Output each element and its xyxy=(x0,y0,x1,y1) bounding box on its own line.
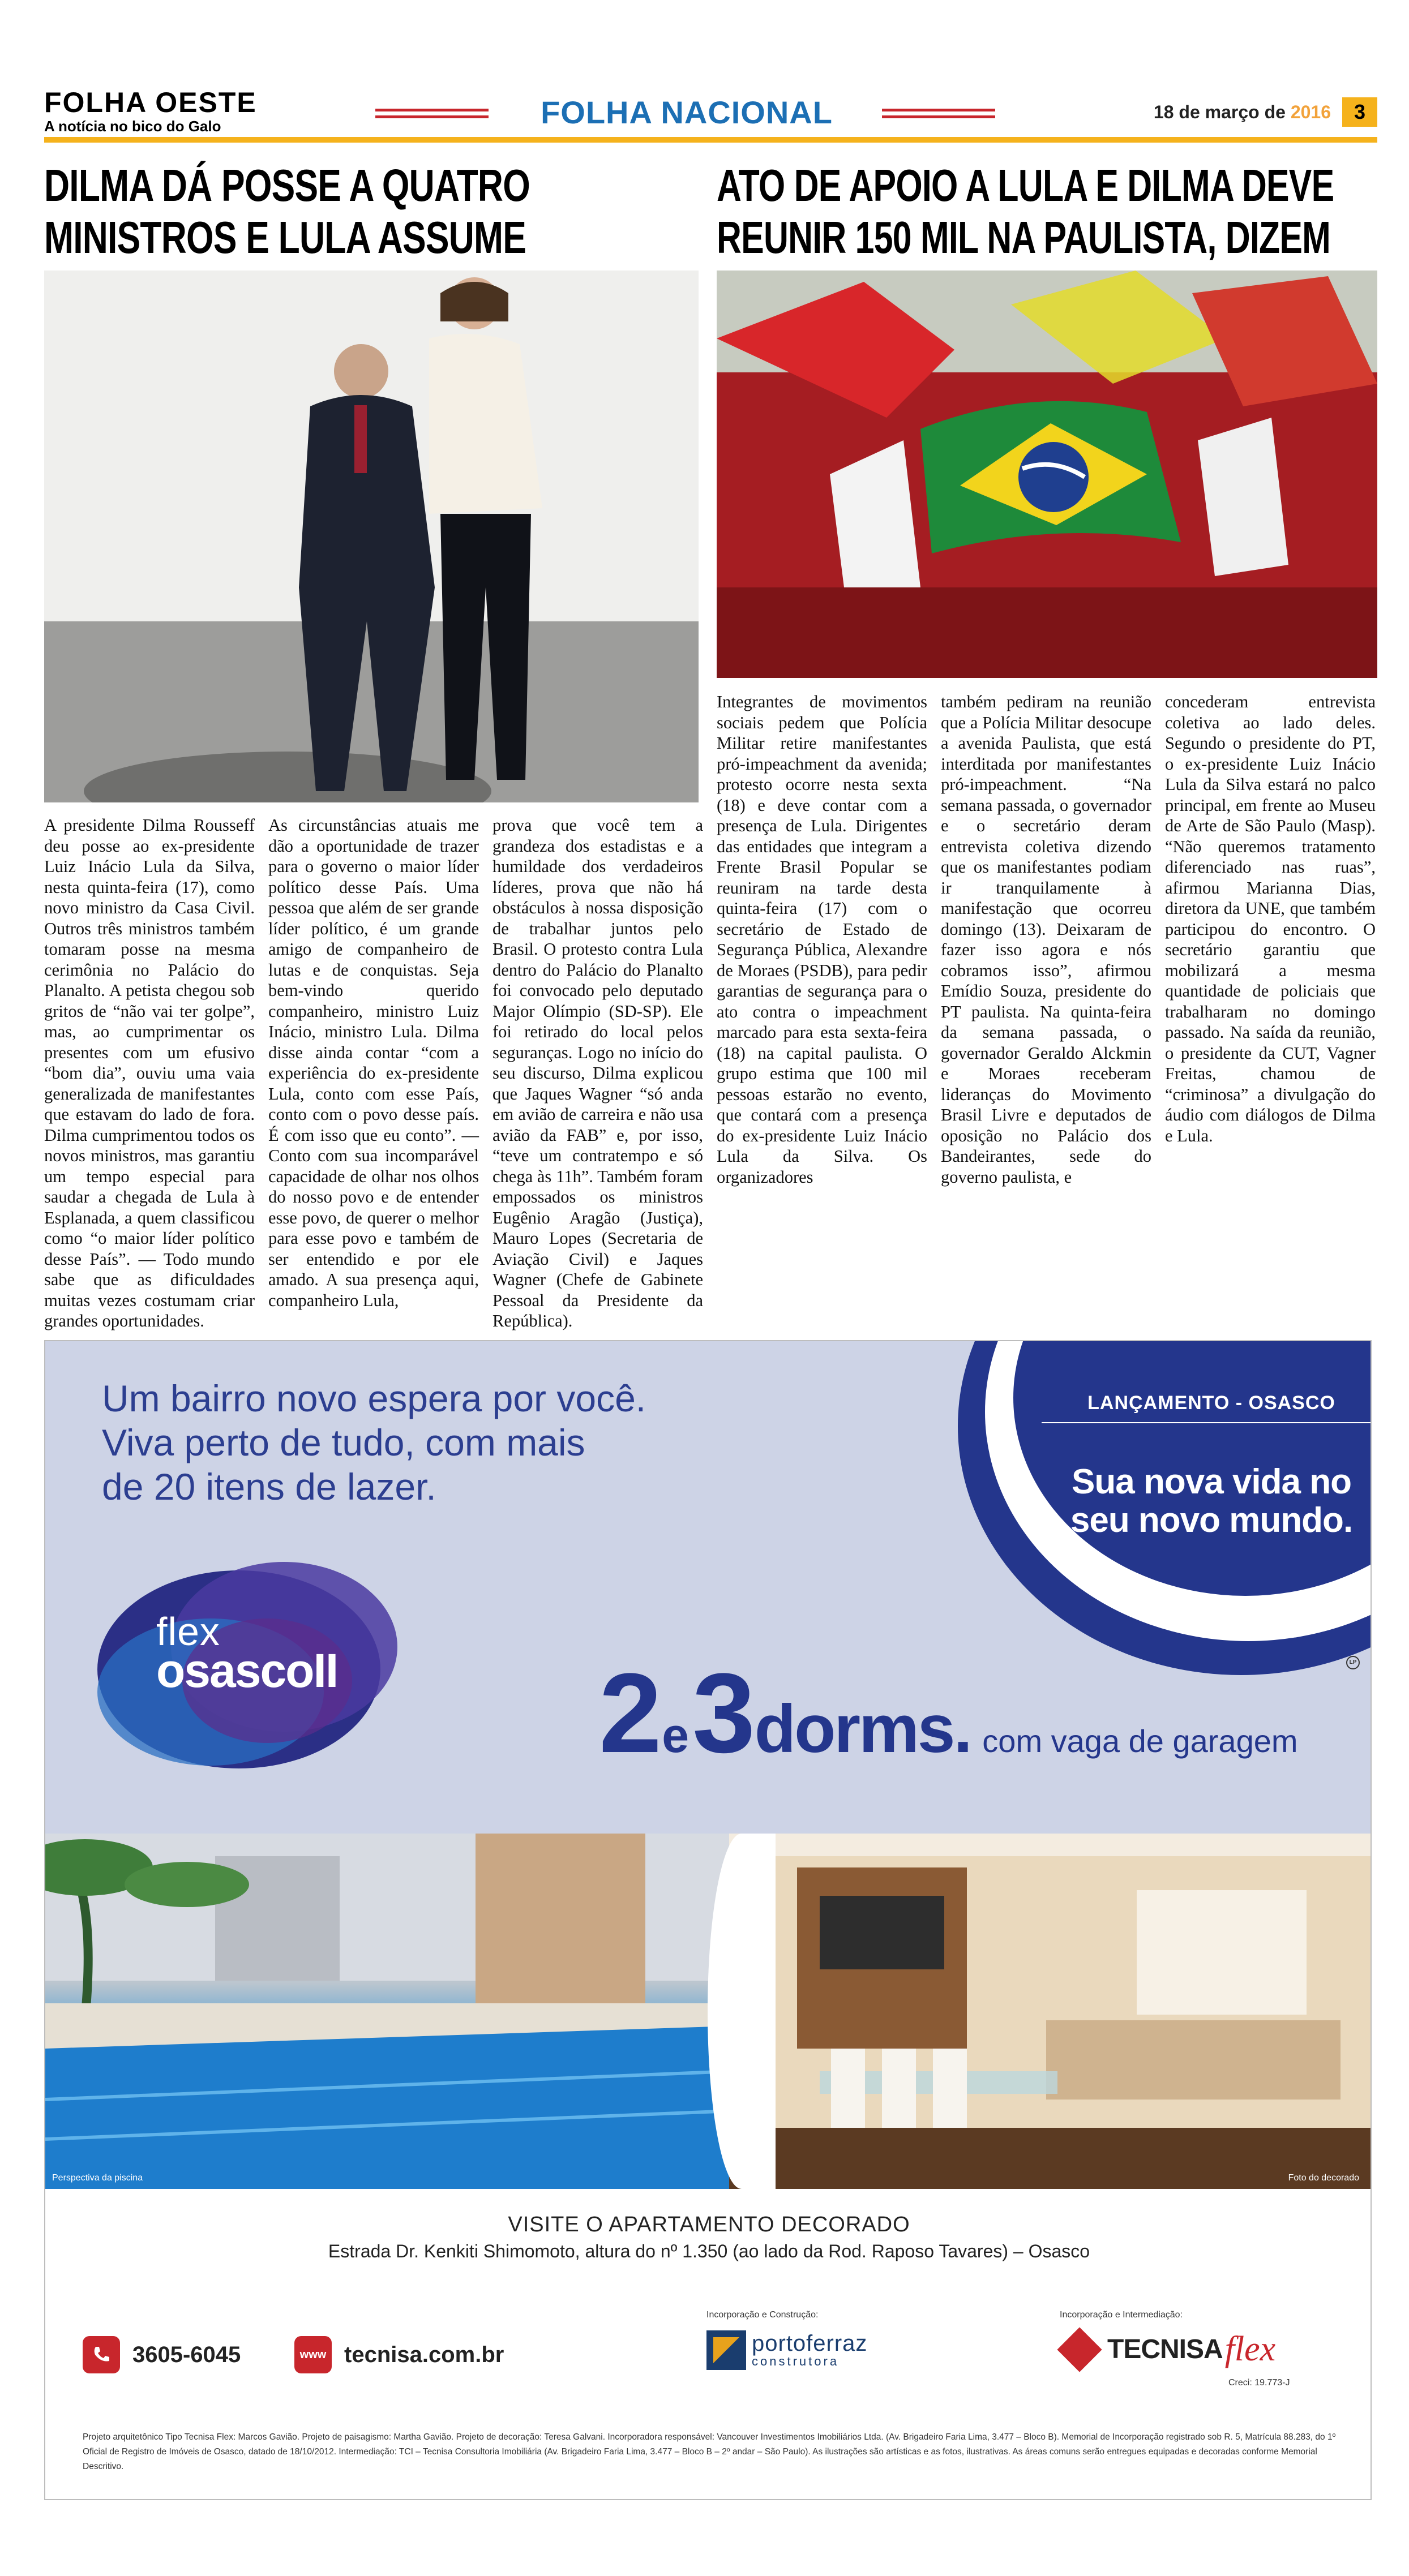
issue-date xyxy=(1154,102,1331,123)
living-room-illustration xyxy=(729,1834,1372,2189)
tecnisa-flex-logo xyxy=(1060,2329,1275,2369)
portoferraz-name: portoferraz xyxy=(752,2331,868,2356)
tecnisa-flex-word: flex xyxy=(1224,2330,1276,2368)
decorative-rule xyxy=(882,115,995,118)
headline-right: ATO DE APOIO A LULA E DILMA DEVE REUNIR 150 MIL NA PAULISTA, DIZEM xyxy=(717,160,1334,263)
ad-headline-line: Um bairro novo espera por você. xyxy=(102,1377,646,1419)
brand-tagline: A notícia no bico do Galo xyxy=(44,118,221,135)
creci-number: Creci: 19.773-J xyxy=(1228,2378,1290,2388)
tecnisa-name: TECNISA xyxy=(1107,2334,1223,2364)
portoferraz-sub: construtora xyxy=(752,2354,840,2368)
article-left-column-1: A presidente Dilma Rousseff deu posse ao ex-presidente Luiz Inácio Lula da Silva, nesta quinta-feira (17), como novo ministro da Casa Civil. Outros três ministros também tomaram posse na mesma cerimônia no Palácio do Planalto. A petista chegou sob gritos de “não vai ter golpe”, mas, ao cumprimentar os presentes com um efusivo “bom dia”, ouviu uma vaia generalizada de manifestantes que estavam do lado de fora. Dilma cumprimentou todos os novos ministros, mas garantiu um tempo especial para saudar a chegada de Lula à Esplanada, a quem classificou como “o maior líder político desse País”. — Todo mundo sabe que as dificuldades muitas vezes costumam criar grandes oportunidades. xyxy=(44,815,255,1330)
advertisement xyxy=(44,1340,1372,2500)
web-icon: www xyxy=(294,2336,332,2373)
ad-tagline xyxy=(1042,1463,1372,1540)
portoferraz-logo xyxy=(706,2330,867,2370)
ad-tagline-line: Sua nova vida no xyxy=(1072,1462,1351,1501)
phone-icon-glyph xyxy=(90,2343,113,2366)
brand-block xyxy=(44,87,257,135)
photo-rally-illustration xyxy=(717,271,1377,678)
ad-arc-divider xyxy=(708,1834,776,2189)
visit-title: VISITE O APARTAMENTO DECORADO xyxy=(508,2213,910,2236)
masthead xyxy=(44,85,1377,147)
phone-contact[interactable] xyxy=(83,2336,241,2373)
pool-illustration xyxy=(45,1834,733,2189)
logo-osasco-text: osascoII xyxy=(156,1644,338,1697)
ad-tagline-line: seu novo mundo. xyxy=(1070,1501,1353,1540)
article-right-column-3: concederam entrevista coletiva ao lado deles. Segundo o presidente do PT, o ex-presidente Luiz Inácio Lula da Silva estará no palco principal, em frente ao Museu de Arte de São Paulo (Masp). “Não queremos tratamento diferenciado nas ruas”, afirmou Marianna Dias, diretora da UNE, que também participou do encontro. O secretário garantiu que mobilizará a mesma quantidade de policiais que trabalharam no domingo passado. Na saída da reunião, o presidente da CUT, Vagner Freitas, chamou de “criminosa” a divulgação do áudio com diálogos de Dilma e Lula. xyxy=(1165,692,1376,1145)
phone-icon xyxy=(83,2336,120,2373)
credit-construction-label: Incorporação e Construção: xyxy=(706,2310,819,2320)
portoferraz-mark-icon xyxy=(706,2330,746,2370)
credit-intermediation-label: Incorporação e Intermediação: xyxy=(1060,2310,1183,2320)
lp-badge: LP xyxy=(1346,1656,1360,1669)
visit-address: Estrada Dr. Kenkiti Shimomoto, altura do nº 1.350 (ao lado da Rod. Raposo Tavares) – Osasco xyxy=(328,2241,1090,2261)
caption-pool: Perspectiva da piscina xyxy=(52,2173,143,2183)
masthead-bar xyxy=(44,137,1377,143)
ad-headline xyxy=(102,1376,646,1509)
issue-date-year: 2016 xyxy=(1290,102,1331,122)
ad-footer xyxy=(45,2189,1372,2500)
headline-left: DILMA DÁ POSSE A QUATRO MINISTROS E LULA ASSUME xyxy=(44,160,530,263)
article-left-column-3: prova que você tem a grandeza dos estadistas e a humildade dos verdadeiros líderes, prova que não há obstáculos à nossa disposição de trabalhar juntos pelo Brasil. O protesto contra Lula dentro do Palácio do Planalto foi convocado pelo deputado Major Olímpio (SD-SP). Ele foi retirado do local pelos seguranças. Logo no início do seu discurso, Dilma explicou que Jaques Wagner “só anda em avião de carreira e não usa avião da FAB” e, por isso, “teve um contratempo e só chega às 11h”. Também foram empossados os ministros Eugênio Aragão (Justiça), Mauro Lopes (Secretaria de Aviação Civil) e Jaques Wagner (Chefe de Gabinete Pessoal da Presidente da República). xyxy=(492,815,703,1330)
section-title: FOLHA NACIONAL xyxy=(541,95,833,130)
ad-top-banner xyxy=(45,1341,1372,1835)
website-link[interactable] xyxy=(294,2336,504,2373)
decorative-rule xyxy=(375,115,489,118)
ad-launch-panel xyxy=(1042,1392,1372,1540)
ad-image-living-room xyxy=(729,1834,1372,2189)
dorms-conjunction: e xyxy=(662,1708,689,1763)
ad-image-pool xyxy=(45,1834,733,2189)
issue-date-prefix: 18 de março de xyxy=(1153,102,1286,122)
dorms-word: dorms. xyxy=(754,1691,971,1767)
legal-disclaimer: Projeto arquitetônico Tipo Tecnisa Flex: Marcos Gavião. Projeto de paisagismo: Martha Gavião. Projeto de decoração: Teresa Galvani. Incorporadora responsável: Vancouver Investimentos Imobiliários Ltda. (Av. Brigadeiro Faria Lima, 3.477 – Bloco B). Memorial de Incorporação registrado sob R. 5, Matrícula 88.283, do 1º Oficial de Registro de Imóveis de Osasco, datado de 18/10/2012. Intermediação: TCI – Tecnisa Consultoria Imobiliária (Av. Brigadeiro Faria Lima, 3.477 – Bloco B – 2º andar – São Paulo). As ilustrações são artísticas e as fotos, ilustrativas. As áreas comuns serão entregues equipadas e decoradas conforme Memorial Descritivo. xyxy=(83,2432,1336,2471)
decorative-rule xyxy=(882,109,995,111)
photo-rally xyxy=(717,271,1377,678)
photo-dilma-lula-illustration xyxy=(44,271,699,802)
ad-headline-line: Viva perto de tudo, com mais xyxy=(102,1422,585,1463)
page-number: 3 xyxy=(1342,97,1377,127)
photo-dilma-lula xyxy=(44,271,699,802)
ad-dorms-offer xyxy=(599,1650,1298,1776)
flex-osasco-logo xyxy=(156,1609,338,1697)
brand-name: FOLHA OESTE xyxy=(44,87,257,118)
dorms-number: 2 xyxy=(599,1650,659,1776)
logo-flex-text: flex xyxy=(156,1609,220,1654)
dorms-garage: com vaga de garagem xyxy=(982,1723,1298,1759)
article-right-column-2: também pediram na reunião que a Polícia Militar desocupe a avenida Paulista, que está interditada por manifestantes pró-impeachment. “Na semana passada, o governador e o secretário deram entrevista coletiva dizendo que os manifestantes podiam ir tranquilamente à manifestação que ocorreu domingo (13). Deixaram de fazer isso agora e nós cobramos isso”, afirmou Emídio Souza, presidente do PT paulista. Na quinta-feira da semana passada, o governador Geraldo Alckmin e Moraes receberam lideranças do Movimento Brasil Livre e deputados de oposição no Palácio dos Bandeirantes, sede do governo paulista, e xyxy=(941,692,1151,1187)
caption-living-room: Foto do decorado xyxy=(1288,2173,1359,2183)
dorms-number: 3 xyxy=(692,1650,752,1776)
website-url: tecnisa.com.br xyxy=(344,2342,504,2367)
ad-headline-line: de 20 itens de lazer. xyxy=(102,1466,436,1508)
article-left-column-2: As circunstâncias atuais me dão a oportunidade de trazer para o governo o maior líder político desse País. Uma pessoa que além de ser grande líder político, é um grande amigo de companheiro de lutas e de conquistas. Seja bem-vindo querido companheiro, ministro Luiz Inácio, ministro Lula. Dilma disse ainda contar “com a experiência do ex-presidente Lula, conto com esse País, conto com o povo desse país. É com isso que eu conto”. — Conto com sua incomparável capacidade de olhar nos olhos do nosso povo e de entender esse povo, de querer o melhor para esse povo e também de ser entendido e por ele amado. A sua presença aqui, companheiro Lula, xyxy=(268,815,479,1310)
article-right-column-1: Integrantes de movimentos sociais pedem que Polícia Militar retire manifestantes pró-impeachment da avenida; protesto ocorre nesta sexta (18) e deve contar com a presença de Lula. Dirigentes das entidades que integram a Frente Brasil Popular se reuniram na tarde desta quinta-feira (17) com o secretário de Estado de Segurança Pública, Alexandre de Moraes (PSDB), para pedir garantias de segurança para o ato contra o impeachment marcado para esta sexta-feira (18) na capital paulista. O grupo estima que 100 mil pessoas estarão no evento, que contará com a presença do ex-presidente Luiz Inácio Lula da Silva. Os organizadores xyxy=(717,692,927,1187)
tecnisa-diamond-icon xyxy=(1057,2327,1102,2372)
portoferraz-text xyxy=(752,2332,867,2368)
decorative-rule xyxy=(375,109,489,111)
phone-number: 3605-6045 xyxy=(132,2342,241,2367)
ad-launch-label: LANÇAMENTO - OSASCO xyxy=(1042,1392,1372,1423)
